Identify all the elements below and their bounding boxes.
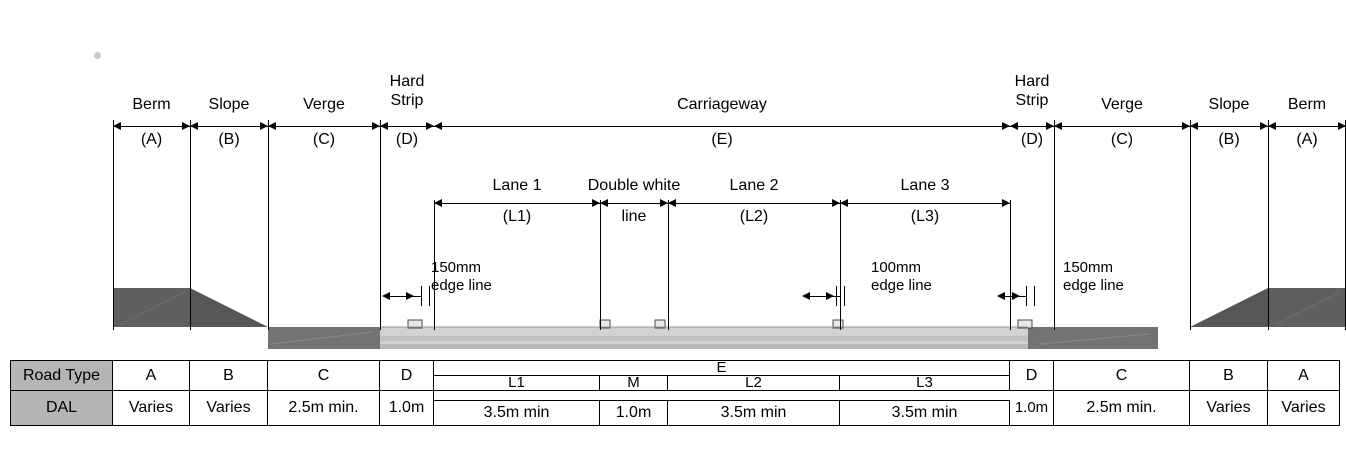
table-cell-d-right-value: 1.0m [1010,391,1054,426]
label-berm-right-code: (A) [1296,131,1318,148]
arrow-right-slope-left [260,122,268,130]
label-slope-left: Slope [208,96,250,113]
dim-line-lane1 [434,203,600,204]
extension-line-11 [1190,120,1191,330]
label-lane3: Lane 3 [900,177,950,194]
table-cell-a-right: A [1268,360,1340,391]
label-carriageway: Carriageway [677,96,767,113]
arrow-left-edge150-right [997,292,1005,300]
label-hardstrip-left-code: (D) [395,131,419,148]
dim-line-berm-left [113,126,190,127]
label-lane1-code: (L1) [502,208,532,225]
label-edge150-left-line1: 150mm [431,259,482,276]
table-cell-a-left-value: Varies [113,391,190,426]
arrow-right-verge-right [1182,122,1190,130]
table-cell-l1-header: L1 [434,376,600,391]
extension-line-3 [268,120,269,330]
dim-line-double-white [600,203,668,204]
label-verge-right-code: (C) [1110,131,1134,148]
arrow-right-hardstrip-left [426,122,434,130]
arrow-left-slope-right [1190,122,1198,130]
extension-line-1 [113,120,114,330]
arrow-left-verge-left [268,122,276,130]
table-cell-m-value: 1.0m [600,400,668,426]
label-hardstrip-left-line2: Strip [390,92,424,109]
arrow-right-lane3 [1002,199,1010,207]
table-cell-c-left: C [268,360,380,391]
arrow-right-edge100 [826,292,834,300]
table-cell-dal: DAL [10,391,113,426]
arrow-left-edge150-left [382,292,390,300]
extension-line-9 [1010,200,1011,330]
arrow-left-edge100 [802,292,810,300]
arrow-left-hardstrip-right [1010,122,1018,130]
label-lane3-code: (L3) [910,208,940,225]
table-cell-c-right: C [1054,360,1190,391]
arrow-left-berm-left [113,122,121,130]
table-cell-a-right-value: Varies [1268,391,1340,426]
table-cell-b-left: B [190,360,268,391]
dim-line-edge150-left [385,296,421,297]
arrow-left-double-white [600,199,608,207]
table-cell-d-left: D [380,360,434,391]
arrow-right-double-white [660,199,668,207]
table-cell-c-left-value: 2.5m min. [268,391,380,426]
arrow-right-lane2 [832,199,840,207]
dim-line-lane3 [840,203,1010,204]
table-cell-l3-header: L3 [840,376,1010,391]
arrow-left-hardstrip-left [380,122,388,130]
arrow-right-berm-right [1338,122,1346,130]
table-cell-l2-value: 3.5m min [668,400,840,426]
arrow-left-verge-right [1054,122,1062,130]
extension-line-2 [190,120,191,330]
table-cell-d-right: D [1010,360,1054,391]
label-hardstrip-right-code: (D) [1020,131,1044,148]
label-edge150-left-line2: edge line [431,277,492,294]
label-berm-right: Berm [1287,96,1327,113]
label-hardstrip-right-line2: Strip [1015,92,1049,109]
dim-line-lane2 [668,203,840,204]
label-slope-right: Slope [1208,96,1250,113]
arrow-right-edge150-left [406,292,414,300]
tick-edge150-left-b [429,286,430,306]
label-edge150-right-line1: 150mm [1063,259,1114,276]
table-cell-l2-header: L2 [668,376,840,391]
dim-line-verge-left [268,126,380,127]
label-hardstrip-right-line1: Hard [1014,73,1050,90]
extension-line-10 [1054,120,1055,330]
label-slope-left-code: (B) [218,131,240,148]
label-double-white-line2: line [621,208,647,225]
label-edge100-line1: 100mm [871,259,922,276]
arrow-right-lane1 [592,199,600,207]
arrow-left-carriageway [434,122,442,130]
arrow-right-berm-left [182,122,190,130]
arrow-left-lane3 [840,199,848,207]
table-cell-b-right-value: Varies [1190,391,1268,426]
tick-edge150-right-b [1034,286,1035,306]
label-slope-right-code: (B) [1218,131,1240,148]
arrow-right-edge150-right [1012,292,1020,300]
label-edge150-right-line2: edge line [1063,277,1124,294]
tick-edge150-left-a [421,286,422,306]
extension-line-12 [1268,120,1269,330]
dim-line-verge-right [1054,126,1190,127]
table-cell-m-header: M [600,376,668,391]
dimension-table [10,360,1340,438]
arrow-left-lane1 [434,199,442,207]
extension-line-4 [380,120,381,330]
arrow-right-carriageway [1002,122,1010,130]
label-lane2: Lane 2 [729,177,779,194]
table-cell-l3-value: 3.5m min [840,400,1010,426]
label-verge-right: Verge [1101,96,1143,113]
label-double-white-line1: Double white [587,177,681,194]
table-cell-l1-value: 3.5m min [434,400,600,426]
table-cell-d-left-value: 1.0m [380,391,434,426]
table-cell-c-right-value: 2.5m min. [1054,391,1190,426]
label-carriageway-code: (E) [711,131,733,148]
table-cell-e: E [434,360,1010,376]
dim-line-slope-left [190,126,268,127]
label-berm-left: Berm [132,96,171,113]
label-hardstrip-left-line1: Hard [389,73,425,90]
label-verge-left-code: (C) [312,131,336,148]
label-lane2-code: (L2) [739,208,769,225]
arrow-right-slope-right [1260,122,1268,130]
tick-edge150-right-a [1026,286,1027,306]
dim-line-slope-right [1190,126,1268,127]
tick-edge100-b [844,286,845,306]
label-verge-left: Verge [303,96,345,113]
tick-edge100-a [836,286,837,306]
table-cell-road-type-header: Road Type [10,360,113,391]
dim-line-berm-right [1268,126,1346,127]
label-berm-left-code: (A) [140,131,163,148]
label-lane1: Lane 1 [492,177,542,194]
arrow-right-hardstrip-right [1046,122,1054,130]
table-cell-b-right: B [1190,360,1268,391]
arrow-left-lane2 [668,199,676,207]
dim-line-carriageway [434,126,1010,127]
label-edge100-line2: edge line [871,277,932,294]
table-cell-a-left: A [113,360,190,391]
arrow-left-slope-left [190,122,198,130]
arrow-left-berm-right [1268,122,1276,130]
table-cell-b-left-value: Varies [190,391,268,426]
arrow-right-verge-left [372,122,380,130]
